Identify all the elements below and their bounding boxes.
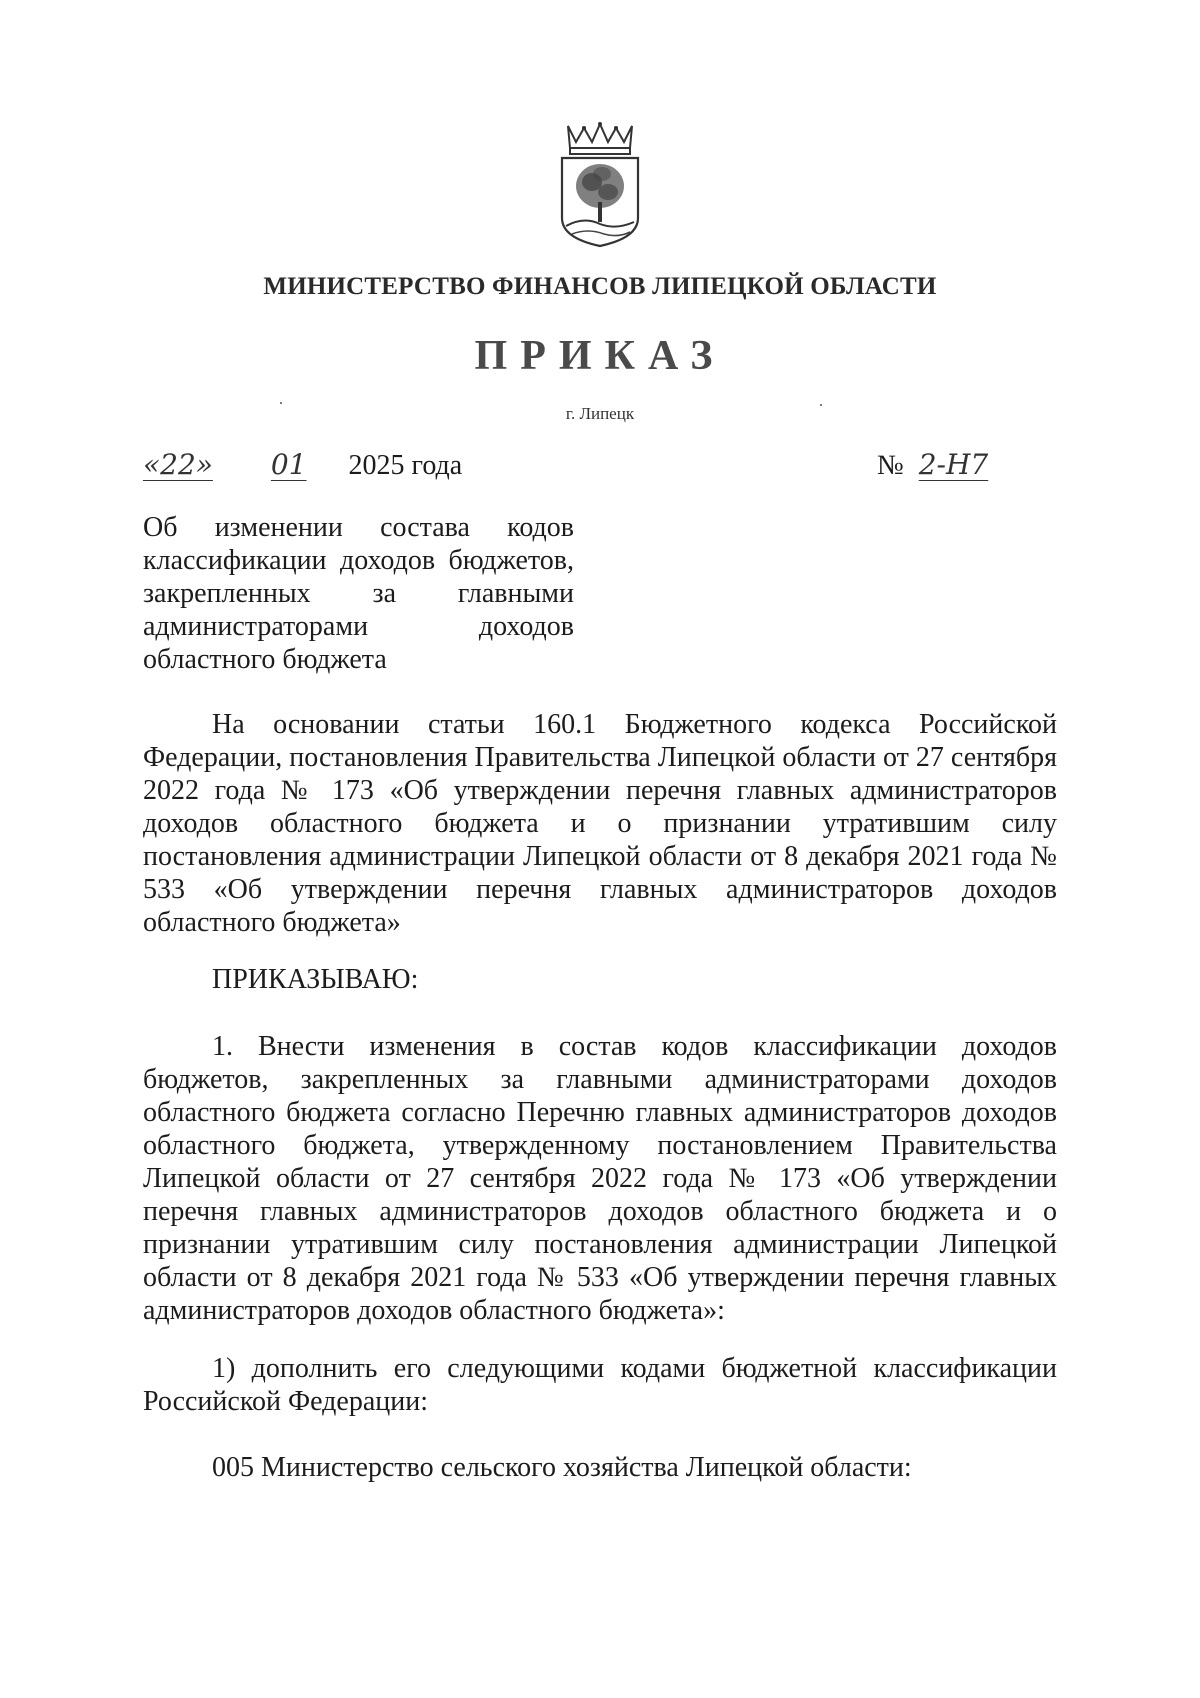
document-subject: Об изменении состава кодов классификации доходов бюджетов, закрепленных за главными администраторами доходов областного бюджета: [143, 512, 574, 675]
date-month-handwritten: 01: [270, 448, 307, 481]
date-day-handwritten: «22»: [143, 448, 213, 481]
basis-paragraph: На основании статьи 160.1 Бюджетного кодекса Российской Федерации, постановления Правительства Липецкой области от 27 сентября 2022 года № 173 «Об утверждении перечня главных администраторов доходов областного бюджета и о признании утратившим силу постановления администрации Липецкой области от 8 декабря 2021 года № 533 «Об утверждении перечня главных администраторов доходов областного бюджета»: [143, 709, 1057, 938]
order-date: [143, 448, 462, 482]
document-title: ПРИКАЗ: [474, 333, 726, 379]
subitem-1-paragraph: 1) дополнить его следующими кодами бюджетной классификации Российской Федерации:: [143, 1353, 1057, 1417]
number-sign: №: [877, 450, 904, 481]
item-1-paragraph: 1. Внести изменения в состав кодов классификации доходов бюджетов, закрепленных за главными администраторами доходов областного бюджета согласно Перечню главных администраторов доходов областного бюджета, утвержденному постановлением Правительства Липецкой области от 27 сентября 2022 года № 173 «Об утверждении перечня главных администраторов доходов областного бюджета и о признании утратившим силу постановления администрации Липецкой области от 8 декабря 2021 года № 533 «Об утверждении перечня главных администраторов доходов областного бюджета»:: [143, 1031, 1057, 1326]
number-handwritten: 2-Н7: [918, 448, 989, 481]
ministry-name: МИНИСТЕРСТВО ФИНАНСОВ ЛИПЕЦКОЙ ОБЛАСТИ: [263, 273, 937, 300]
order-directive: ПРИКАЗЫВАЮ:: [212, 964, 419, 995]
ministry-code-line: 005 Министерство сельского хозяйства Липецкой области:: [212, 1452, 912, 1483]
order-number: [877, 448, 1002, 482]
coat-of-arms-emblem: [558, 122, 642, 248]
date-year: 2025 года: [348, 450, 463, 481]
city-label: г. Липецк: [565, 404, 635, 423]
